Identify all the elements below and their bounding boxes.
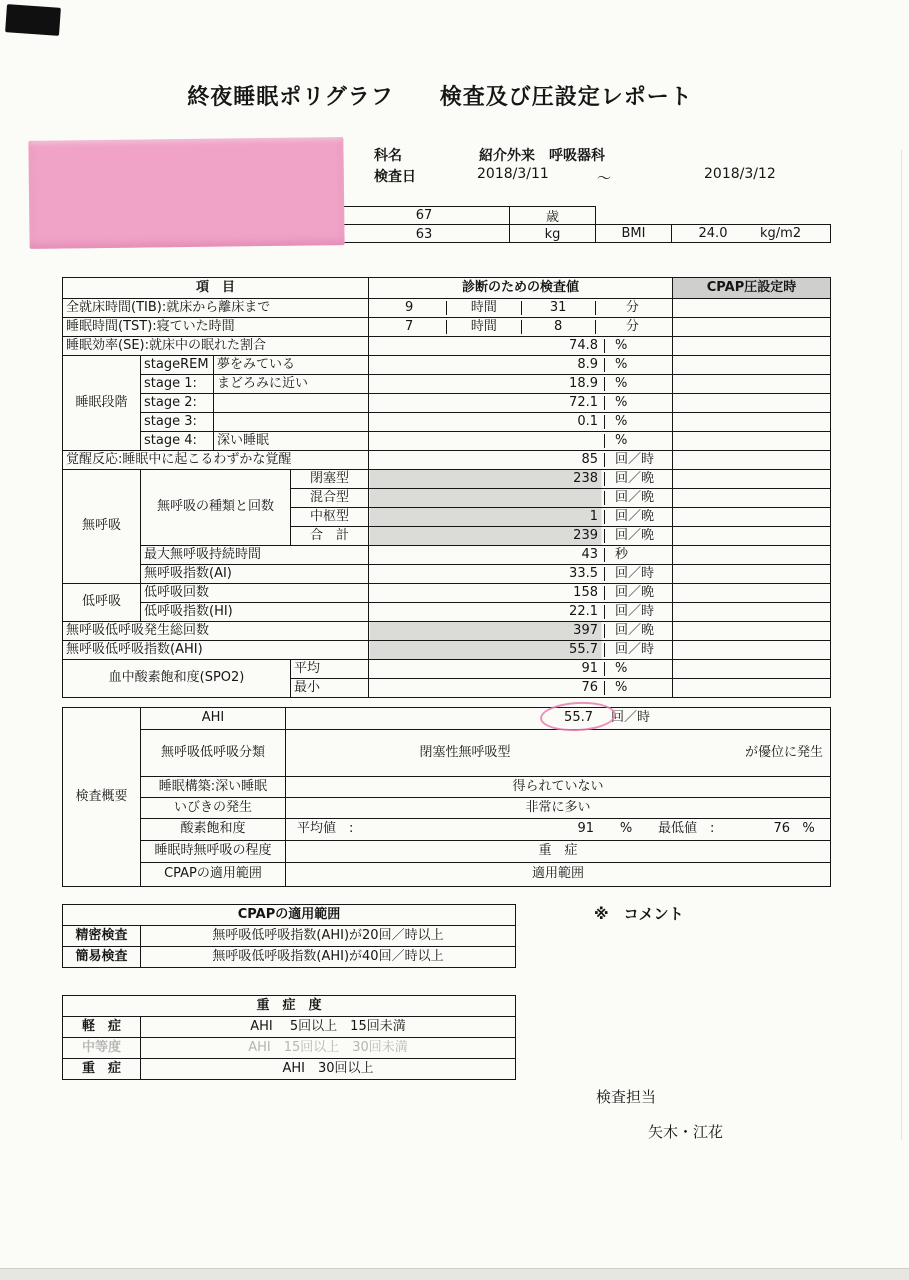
main-results-table [62,277,831,698]
saturation-min-value: 76 [773,821,790,837]
ai-number: 33.5 [569,565,598,581]
cpap-setting-cell [673,641,831,660]
stage-desc [214,394,369,413]
cpap-setting-cell [673,394,831,413]
cpap-setting-cell [673,356,831,375]
cpap-setting-cell [673,489,831,508]
cpap-criteria-table [62,904,516,968]
stage-label: stageREM [141,356,214,375]
stage-number: 8.9 [577,356,598,372]
apnea-type-unit: 回／晩 [604,491,669,506]
severity-row-value: AHI 15回以上 30回未満 [141,1038,516,1059]
summary-saturation-label: 酸素飽和度 [141,819,286,841]
cpap-setting-cell [673,451,831,470]
scan-corner-mark [5,4,61,36]
cpap-setting-cell [673,337,831,356]
age-row [339,207,595,225]
cpap-setting-cell [673,432,831,451]
arousal-label: 覚醒反応:睡眠中に起こるわずかな覚醒 [63,451,369,470]
dept-label: 科名 [374,148,402,164]
summary-snoring-label: いびきの発生 [141,798,286,819]
stage-number: 72.1 [569,394,598,410]
tst-minutes-unit: 分 [595,320,669,335]
apnea-type-number: 1 [589,508,598,524]
spo2-group-label: 血中酸素飽和度(SPO2) [63,660,291,698]
summary-ahi-label: AHI [141,708,286,730]
severity-row-label: 軽 症 [63,1017,141,1038]
apnea-type-unit: 回／晩 [604,510,669,525]
saturation-avg-value: 91 [577,821,594,837]
severity-scale-table [62,995,516,1080]
stage-number: 18.9 [569,375,598,391]
summary-table [62,707,831,887]
ahi-value [369,641,673,660]
tst-label: 睡眠時間(TST):寝ていた時間 [63,318,369,337]
saturation-min-label: 最低値 : [658,821,715,837]
stage-label: stage 3: [141,413,214,432]
stage-value [369,394,673,413]
hi-label: 低呼吸指数(HI) [141,603,369,622]
summary-classification-label: 無呼吸低呼吸分類 [141,730,286,777]
stage-unit: % [604,415,669,430]
dept-value: 紹介外来 呼吸器科 [479,148,605,164]
severity-scale-title: 重 症 度 [63,996,516,1017]
summary-ahi-number: 55.7 [564,710,593,726]
cpap-setting-cell [673,603,831,622]
cpap-setting-cell [673,318,831,337]
col-header-diagnostic-value: 診断のための検査値 [369,278,673,299]
arousal-unit: 回／時 [604,453,669,468]
apnea-type-value [369,470,673,489]
apnea-type-number: 238 [573,470,598,486]
stage-unit: % [604,377,669,392]
cpap-setting-cell [673,546,831,565]
cpap-criteria-row-value: 無呼吸低呼吸指数(AHI)が40回／時以上 [141,947,516,968]
age-unit: 歳 [545,210,559,225]
patient-info-redaction-sticker [28,137,344,249]
apnea-type-number: 239 [573,527,598,543]
spo2-min-number: 76 [581,679,598,695]
hypopnea-count-label: 低呼吸回数 [141,584,369,603]
spo2-min-label: 最小 [291,679,369,698]
age-weight-box [338,206,596,243]
summary-snoring-value: 非常に多い [286,798,831,819]
tst-minutes: 8 [521,320,595,335]
stage-desc: 夢をみている [214,356,369,375]
apnea-type-number [372,491,604,506]
col-header-item: 項 目 [63,278,369,299]
apnea-type-value [369,508,673,527]
max-apnea-label: 最大無呼吸持続時間 [141,546,369,565]
summary-ahi-unit: 回／時 [611,710,651,726]
stage-desc [214,413,369,432]
stage-unit: % [604,434,669,449]
ai-value [369,565,673,584]
col-header-cpap-setting: CPAP圧設定時 [673,278,831,299]
age-value: 67 [339,207,510,224]
stage-desc: 深い睡眠 [214,432,369,451]
tib-hours-unit: 時間 [446,301,520,316]
arousal-number: 85 [581,451,598,467]
tib-minutes: 31 [521,301,595,316]
max-apnea-value [369,546,673,565]
hypopnea-count-number: 158 [573,584,598,600]
summary-classification-type: 閉塞性無呼吸型 [419,744,511,760]
summary-classification-suffix: が優位に発生 [744,744,823,760]
total-events-unit: 回／晩 [604,624,669,639]
stage-label: stage 4: [141,432,214,451]
saturation-min-unit: % [802,821,815,837]
report-title: 終夜睡眠ポリグラフ 検査及び圧設定レポート [187,85,693,110]
apnea-type-label: 中枢型 [291,508,369,527]
weight-unit: kg [544,226,561,242]
summary-architecture-label: 睡眠構築:深い睡眠 [141,777,286,798]
max-apnea-unit: 秒 [604,548,669,563]
hypopnea-group-label: 低呼吸 [63,584,141,622]
summary-cpap-label: CPAPの適用範囲 [141,863,286,887]
staff-names: 矢木・江花 [648,1123,724,1141]
sleep-stage-group-label: 睡眠段階 [63,356,141,451]
stage-unit: % [604,358,669,373]
apnea-type-unit: 回／晩 [604,472,669,487]
hypopnea-count-unit: 回／晩 [604,586,669,601]
weight-value: 63 [339,225,510,243]
cpap-criteria-row-label: 簡易検査 [63,947,141,968]
cpap-setting-cell [673,565,831,584]
tst-hours: 7 [404,318,414,334]
saturation-avg-unit: % [619,821,633,837]
summary-group-label: 検査概要 [63,708,141,887]
spo2-min-value [369,679,673,698]
stage-desc: まどろみに近い [214,375,369,394]
scan-bottom-edge [0,1268,909,1280]
hi-unit: 回／時 [604,605,669,620]
stage-number: 0.1 [577,413,598,429]
tib-value [369,299,673,318]
saturation-avg-label: 平均値 : [297,821,354,837]
spo2-min-unit: % [604,681,669,696]
hypopnea-count-value [369,584,673,603]
apnea-type-value [369,527,673,546]
exam-date-tilde: ～ [597,171,611,187]
hi-value [369,603,673,622]
severity-row-value: AHI 5回以上 15回未満 [141,1017,516,1038]
apnea-group-label: 無呼吸 [63,470,141,584]
tst-value [369,318,673,337]
tib-label: 全就床時間(TIB):就床から離床まで [63,299,369,318]
cpap-criteria-row-value: 無呼吸低呼吸指数(AHI)が20回／時以上 [141,926,516,947]
cpap-setting-cell [673,470,831,489]
cpap-setting-cell [673,622,831,641]
staff-label: 検査担当 [596,1088,657,1106]
tib-hours: 9 [404,299,414,315]
total-events-number: 397 [573,622,598,638]
tst-hours-unit: 時間 [446,320,520,335]
summary-severity-value: 重 症 [286,841,831,863]
spo2-avg-label: 平均 [291,660,369,679]
spo2-avg-number: 91 [581,660,598,676]
stage-value [369,413,673,432]
summary-severity-label: 睡眠時無呼吸の程度 [141,841,286,863]
summary-cpap-value: 適用範囲 [286,863,831,887]
summary-classification-value [286,730,831,777]
stage-value [369,432,673,451]
spo2-avg-value [369,660,673,679]
cpap-criteria-row-label: 精密検査 [63,926,141,947]
summary-architecture-value: 得られていない [286,777,831,798]
cpap-setting-cell [673,413,831,432]
bmi-value: 24.0 [698,226,728,241]
total-events-label: 無呼吸低呼吸発生総回数 [63,622,369,641]
apnea-type-unit: 回／晩 [604,529,669,544]
exam-date-to: 2018/3/12 [704,166,776,182]
severity-row-label: 重 症 [63,1059,141,1080]
tib-minutes-unit: 分 [595,301,669,316]
bmi-unit: kg/m2 [760,226,802,241]
ahi-label: 無呼吸低呼吸指数(AHI) [63,641,369,660]
scan-right-edge [901,150,902,1140]
apnea-types-label: 無呼吸の種類と回数 [141,470,291,546]
cpap-setting-cell [673,584,831,603]
se-number: 74.8 [569,337,598,353]
cpap-setting-cell [673,508,831,527]
comment-note: ※ コメント [594,905,684,923]
severity-row-value: AHI 30回以上 [141,1059,516,1080]
apnea-type-label: 閉塞型 [291,470,369,489]
stage-label: stage 1: [141,375,214,394]
stage-number [372,434,604,449]
ai-label: 無呼吸指数(AI) [141,565,369,584]
stage-value [369,356,673,375]
stage-value [369,375,673,394]
stage-label: stage 2: [141,394,214,413]
se-unit: % [604,339,669,354]
cpap-setting-cell [673,679,831,698]
arousal-value [369,451,673,470]
ai-unit: 回／時 [604,567,669,582]
se-value [369,337,673,356]
stage-unit: % [604,396,669,411]
apnea-type-label: 混合型 [291,489,369,508]
max-apnea-number: 43 [581,546,598,562]
ahi-unit: 回／時 [604,643,669,658]
cpap-setting-cell [673,660,831,679]
weight-row [339,225,595,243]
exam-date-label: 検査日 [374,169,416,185]
cpap-criteria-title: CPAPの適用範囲 [63,905,516,926]
bmi-label: BMI [596,225,672,242]
summary-saturation-value [286,819,831,841]
spo2-avg-unit: % [604,662,669,677]
exam-date-from: 2018/3/11 [477,166,549,182]
apnea-type-value [369,489,673,508]
hi-number: 22.1 [569,603,598,619]
total-events-value [369,622,673,641]
bmi-box [595,224,831,243]
severity-row-label: 中等度 [63,1038,141,1059]
cpap-setting-cell [673,375,831,394]
ahi-number: 55.7 [569,641,598,657]
cpap-setting-cell [673,299,831,318]
se-label: 睡眠効率(SE):就床中の眠れた割合 [63,337,369,356]
apnea-type-label: 合 計 [291,527,369,546]
cpap-setting-cell [673,527,831,546]
